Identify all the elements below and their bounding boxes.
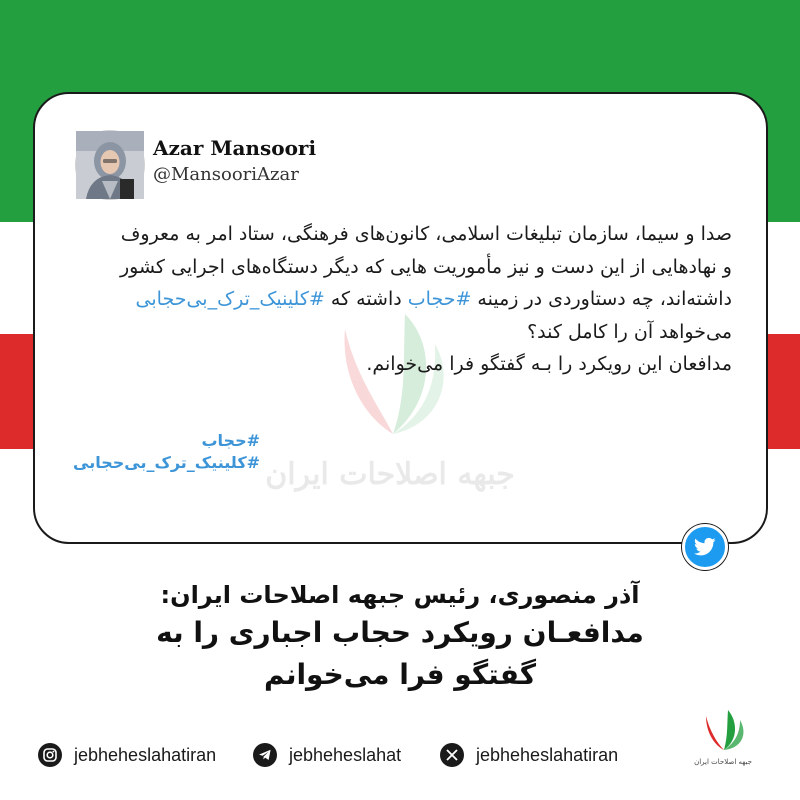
jebhe-logo	[692, 708, 754, 770]
twitter-badge[interactable]	[682, 524, 728, 570]
tweet-line	[52, 283, 732, 316]
tweet-body	[52, 218, 732, 381]
author-name[interactable]: Azar Mansoori	[153, 136, 317, 160]
headline-line-2: مدافعـان رویکرد حجاب اجباری را به	[156, 616, 644, 649]
tweet-text: داشته که	[324, 288, 408, 310]
profile-photo-icon	[76, 131, 144, 199]
hashtag-link-hijab[interactable]: #حجاب	[407, 288, 472, 310]
twitter-bird-icon	[694, 537, 716, 557]
hashtag-item-clinic[interactable]: #کلینیک_ترک_بی‌حجابی	[73, 453, 261, 472]
telegram-icon	[253, 743, 277, 767]
watermark-text: جبهه اصلاحات ایران	[265, 457, 515, 492]
tweet-card	[33, 92, 768, 544]
tweet-line: و نهادهایی از این دست و نیز مأموریت هایی که دیگر دستگاه‌های اجرایی کشور	[119, 255, 732, 278]
tweet-line: مدافعان این رویکرد را بـه گفتگو فرا می‌خوانم.	[366, 353, 732, 375]
tweet-line: می‌خواهد آن را کامل کند؟	[527, 320, 732, 343]
tweet-line: صدا و سیما، سازمان تبلیغات اسلامی، کانون‌های فرهنگی، ستاد امر به معروف	[120, 223, 732, 245]
social-x[interactable]	[440, 738, 618, 772]
author-avatar[interactable]	[75, 130, 145, 200]
hashtag-link-clinic[interactable]: #کلینیک_ترک_بی‌حجابی	[135, 288, 325, 310]
x-handle: jebheheslahatiran	[476, 744, 619, 765]
instagram-icon	[38, 743, 62, 767]
social-instagram[interactable]	[38, 738, 216, 772]
author-handle[interactable]: @MansooriAzar	[153, 164, 299, 185]
tweet-text: داشته‌اند، چه دستاوردی در زمینه	[471, 288, 732, 310]
social-telegram[interactable]	[253, 738, 401, 772]
headline-line-3: گفتگو فرا می‌خوانم	[263, 658, 536, 691]
logo-text: جبهه اصلاحات ایران	[694, 758, 752, 766]
telegram-handle: jebheheslahat	[289, 744, 402, 765]
hashtag-list	[73, 430, 260, 474]
headline-line-1: آذر منصوری، رئیس جبهه اصلاحات ایران:	[160, 581, 640, 609]
hashtag-item-hijab[interactable]: #حجاب	[201, 431, 261, 450]
headline	[0, 578, 800, 696]
instagram-handle: jebheheslahatiran	[74, 744, 217, 765]
x-icon	[440, 743, 464, 767]
